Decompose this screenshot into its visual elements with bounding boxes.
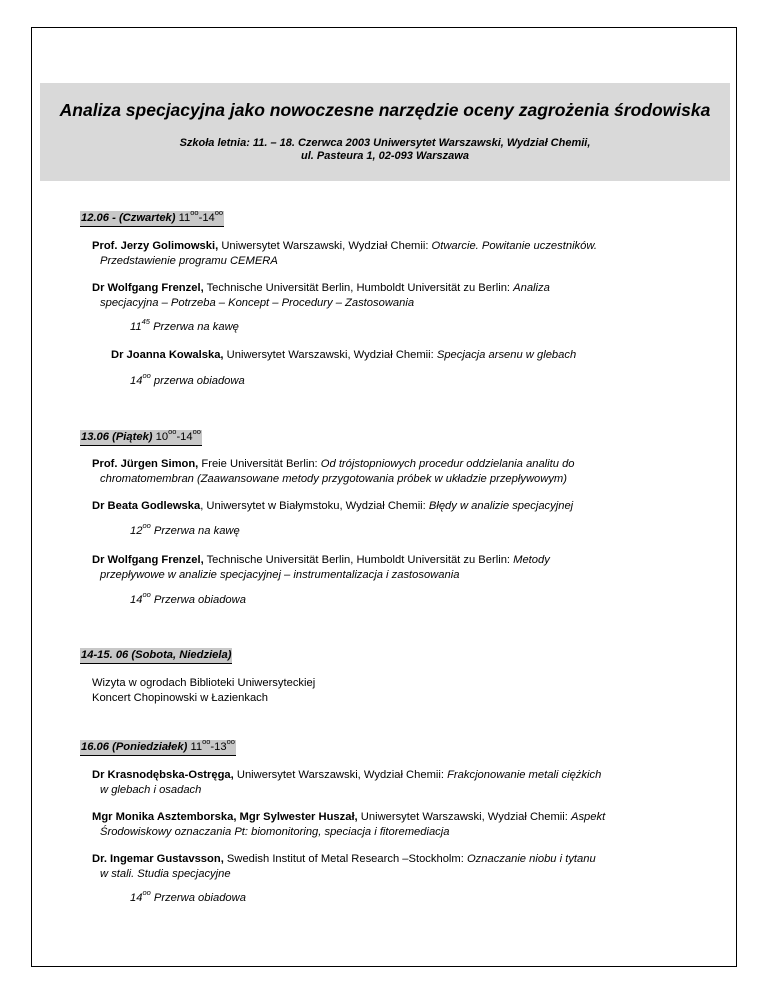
address: ul. Pasteura 1, 02-093 Warszawa (301, 150, 469, 162)
session-entry: Prof. Jürgen Simon, Freie Universität Berlin: Od trójstopniowych procedur oddzielania analitu do chromatomembran (Zaawansowane metody przygotowania próbek w układzie przepływowym) (92, 458, 575, 485)
day-heading-3: 14-15. 06 (Sobota, Niedziela) (80, 648, 232, 664)
session-entry: Dr. Ingemar Gustavsson, Swedish Institut of Metal Research –Stockholm: Oznaczanie niobu i tytanu w stali. Studia specjacyjne (92, 853, 596, 880)
day-heading-1: 12.06 - (Czwartek) $11^{oo}-14^{oo}$ (80, 211, 224, 227)
session-entry: Prof. Jerzy Golimowski, Uniwersytet Warszawski, Wydział Chemii: Otwarcie. Powitanie uczestników. Przedstawienie programu CEMERA (92, 240, 597, 267)
session-entry: Dr Joanna Kowalska, Uniwersytet Warszawski, Wydział Chemii: Specjacja arsenu w glebach (111, 349, 577, 361)
document-title: Analiza specjacyjna jako nowoczesne narzędzie oceny zagrożenia środowiska (59, 100, 711, 120)
event-item: Wizyta w ogrodach Biblioteki Uniwersyteckiej (92, 677, 316, 689)
session-entry: Dr Wolfgang Frenzel, Technische Universität Berlin, Humboldt Universität zu Berlin: Analiza specjacyjna – Potrzeba – Koncept – Procedury – Zastosowania (92, 282, 550, 309)
school-info: Szkoła letnia: 11. – 18. Czerwca 2003 Uniwersytet Warszawski, Wydział Chemii, (179, 137, 591, 149)
day-heading-4: 16.06 (Poniedziałek) $11^{oo}-13^{oo}$ (80, 740, 236, 756)
session-entry: Dr Krasnodębska-Ostręga, Uniwersytet Warszawski, Wydział Chemii: Frakcjonowanie metali ciężkich w glebach i osadach (92, 769, 602, 796)
day-heading-2: 13.06 (Piątek) $10^{oo}-14^{oo}$ (80, 430, 202, 446)
coffee-break: $11^{45}$ Przerwa na kawę (130, 317, 239, 333)
session-entry: Dr Beata Godlewska, Uniwersytet w Białymstoku, Wydział Chemii: Błędy w analizie specjacyjnej (92, 500, 574, 512)
session-entry: Dr Wolfgang Frenzel, Technische Universität Berlin, Humboldt Universität zu Berlin: Metody przepływowe w analizie specjacyjnej – instrumentalizacja i zastosowania (92, 554, 550, 581)
lunch-break: $14^{oo}$ przerwa obiadowa (130, 371, 245, 387)
session-entry: Mgr Monika Asztemborska, Mgr Sylwester Huszał, Uniwersytet Warszawski, Wydział Chemii: Aspekt Środowiskowy oznaczania Pt: biomonitoring, speciacja i fitoremediacja (92, 811, 606, 838)
header-box (40, 83, 730, 181)
lunch-break: $14^{oo}$ Przerwa obiadowa (130, 590, 246, 606)
coffee-break: $12^{oo}$ Przerwa na kawę (130, 521, 240, 537)
lunch-break: $14^{oo}$ Przerwa obiadowa (130, 888, 246, 904)
event-item: Koncert Chopinowski w Łazienkach (92, 692, 268, 704)
